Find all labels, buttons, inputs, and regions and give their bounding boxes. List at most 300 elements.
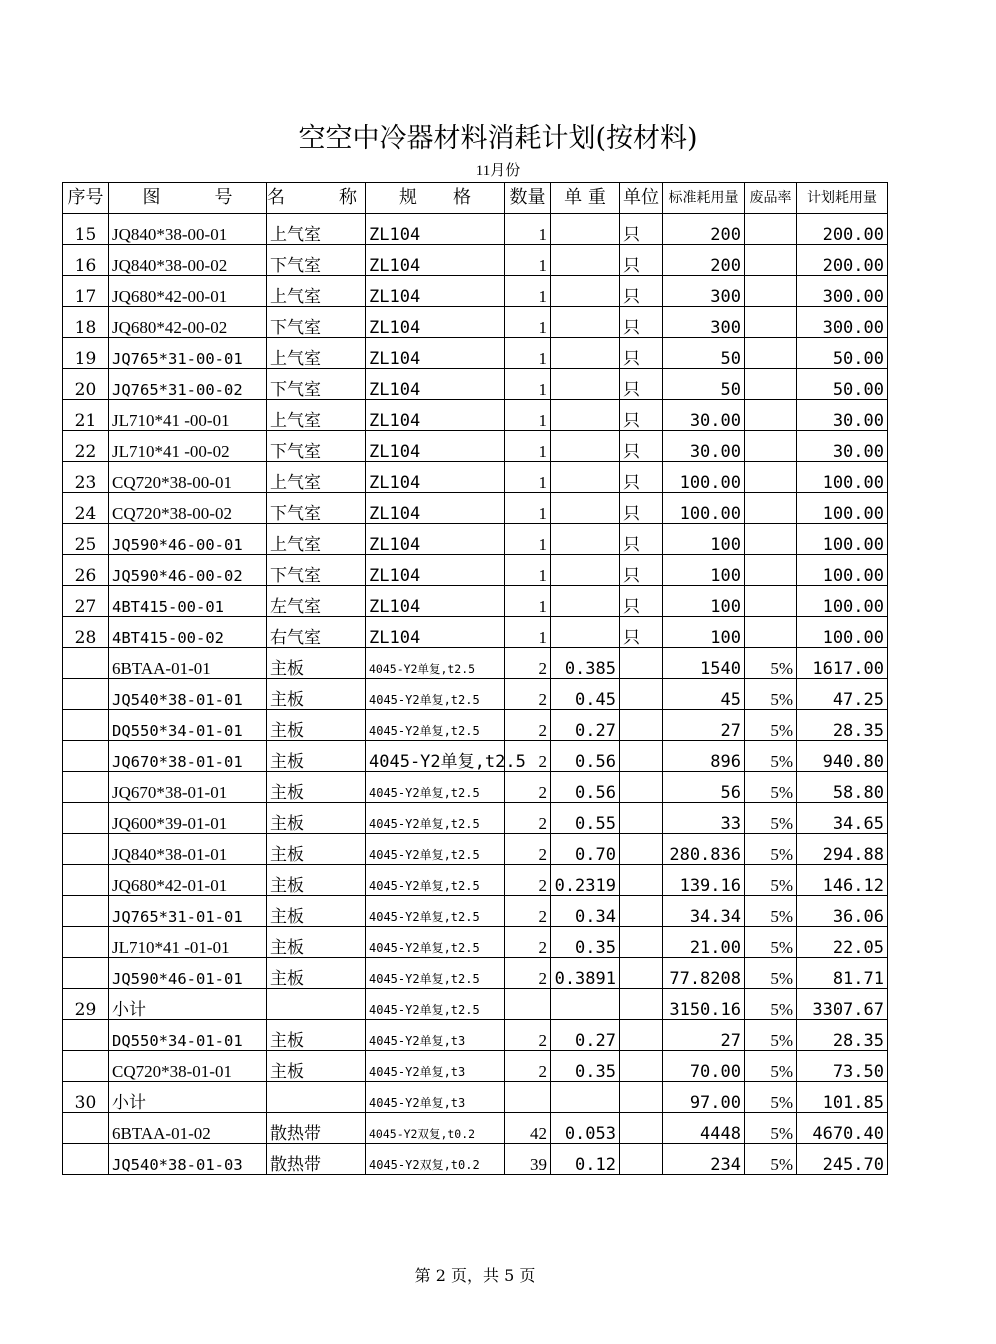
cell-std-usage: 50: [663, 338, 745, 369]
cell-unit: 只: [620, 586, 663, 617]
cell-drawing-no: JQ590*46-00-02: [109, 555, 267, 586]
cell-unit-weight: [551, 400, 620, 431]
cell-unit: 只: [620, 400, 663, 431]
cell-name: 上气室: [267, 214, 366, 245]
cell-unit: 只: [620, 369, 663, 400]
page-footer: 第 2 页，共 5 页: [414, 1266, 536, 1285]
cell-scrap-rate: 5%: [745, 1051, 797, 1082]
cell-name: 主板: [267, 896, 366, 927]
cell-qty: 2: [505, 803, 551, 834]
cell-scrap-rate: [745, 586, 797, 617]
cell-qty: 1: [505, 338, 551, 369]
cell-unit-weight: 0.56: [551, 772, 620, 803]
header-unit: 单位: [620, 183, 663, 214]
cell-std-usage: 100.00: [663, 493, 745, 524]
cell-unit: [620, 1051, 663, 1082]
cell-index: 28: [63, 617, 109, 648]
cell-scrap-rate: 5%: [745, 1113, 797, 1144]
header-std: 标准耗用量: [663, 183, 745, 214]
cell-qty: 2: [505, 679, 551, 710]
cell-plan-usage: 940.80: [797, 741, 888, 772]
cell-drawing-no: CQ720*38-00-02: [109, 493, 267, 524]
cell-scrap-rate: 5%: [745, 927, 797, 958]
cell-drawing-no: JQ765*31-00-02: [109, 369, 267, 400]
cell-unit-weight: 0.70: [551, 834, 620, 865]
cell-spec: 4045-Y2单复,t3: [366, 1082, 505, 1113]
header-qty: 数量: [505, 183, 551, 214]
cell-drawing-no: JQ680*42-00-01: [109, 276, 267, 307]
table-row: [63, 400, 888, 431]
cell-drawing-no: 6BTAA-01-01: [109, 648, 267, 679]
cell-drawing-no: JQ590*46-01-01: [109, 958, 267, 989]
cell-name: 左气室: [267, 586, 366, 617]
cell-name: 上气室: [267, 462, 366, 493]
cell-unit-weight: [551, 307, 620, 338]
cell-index: 20: [63, 369, 109, 400]
header-scrap: 废品率: [745, 183, 797, 214]
cell-plan-usage: 1617.00: [797, 648, 888, 679]
cell-name: 散热带: [267, 1144, 366, 1175]
cell-name: 下气室: [267, 431, 366, 462]
cell-drawing-no: JQ840*38-01-01: [109, 834, 267, 865]
cell-spec: 4045-Y2单复,t2.5: [366, 834, 505, 865]
cell-scrap-rate: [745, 307, 797, 338]
cell-drawing-no: DQ550*34-01-01: [109, 710, 267, 741]
cell-spec: ZL104: [366, 276, 505, 307]
cell-spec: ZL104: [366, 617, 505, 648]
cell-spec: 4045-Y2单复,t2.5: [366, 865, 505, 896]
cell-drawing-no: DQ550*34-01-01: [109, 1020, 267, 1051]
cell-scrap-rate: 5%: [745, 772, 797, 803]
cell-qty: 2: [505, 1051, 551, 1082]
cell-std-usage: 45: [663, 679, 745, 710]
cell-index: 30: [63, 1082, 109, 1113]
cell-unit: [620, 958, 663, 989]
table-row: [63, 1082, 888, 1113]
cell-plan-usage: 146.12: [797, 865, 888, 896]
cell-unit-weight: [551, 586, 620, 617]
table-row: [63, 772, 888, 803]
cell-unit: [620, 927, 663, 958]
cell-std-usage: 77.8208: [663, 958, 745, 989]
cell-std-usage: 50: [663, 369, 745, 400]
cell-unit: 只: [620, 617, 663, 648]
cell-drawing-no: JL710*41 -01-01: [109, 927, 267, 958]
cell-index: 23: [63, 462, 109, 493]
cell-drawing-no: CQ720*38-01-01: [109, 1051, 267, 1082]
cell-scrap-rate: 5%: [745, 958, 797, 989]
cell-unit: 只: [620, 307, 663, 338]
cell-qty: 2: [505, 896, 551, 927]
cell-name: 下气室: [267, 369, 366, 400]
cell-std-usage: 27: [663, 710, 745, 741]
cell-name: 下气室: [267, 307, 366, 338]
cell-unit-weight: 0.053: [551, 1113, 620, 1144]
cell-unit-weight: 0.385: [551, 648, 620, 679]
cell-unit-weight: 0.35: [551, 1051, 620, 1082]
cell-unit-weight: 0.56: [551, 741, 620, 772]
cell-drawing-no: JQ840*38-00-02: [109, 245, 267, 276]
cell-scrap-rate: [745, 555, 797, 586]
table-header-row: [63, 183, 888, 214]
cell-unit: [620, 803, 663, 834]
cell-std-usage: 34.34: [663, 896, 745, 927]
table-row: [63, 462, 888, 493]
cell-plan-usage: 100.00: [797, 617, 888, 648]
cell-index: [63, 1113, 109, 1144]
cell-spec: ZL104: [366, 369, 505, 400]
cell-drawing-no: JL710*41 -00-01: [109, 400, 267, 431]
cell-qty: 42: [505, 1113, 551, 1144]
cell-scrap-rate: [745, 276, 797, 307]
cell-plan-usage: 4670.40: [797, 1113, 888, 1144]
cell-scrap-rate: [745, 214, 797, 245]
cell-index: [63, 1144, 109, 1175]
cell-qty: 2: [505, 927, 551, 958]
cell-spec: ZL104: [366, 400, 505, 431]
page-subtitle: 11月份: [475, 163, 521, 179]
cell-qty: 1: [505, 400, 551, 431]
cell-scrap-rate: 5%: [745, 1144, 797, 1175]
cell-name: [267, 1082, 366, 1113]
table-row: [63, 741, 888, 772]
cell-unit-weight: 0.3891: [551, 958, 620, 989]
table-row: [63, 865, 888, 896]
cell-drawing-no: 4BT415-00-02: [109, 617, 267, 648]
cell-qty: 1: [505, 369, 551, 400]
cell-unit-weight: [551, 431, 620, 462]
cell-spec: 4045-Y2单复,t2.5: [366, 958, 505, 989]
cell-unit: [620, 896, 663, 927]
cell-drawing-no: JQ540*38-01-01: [109, 679, 267, 710]
cell-drawing-no: JQ540*38-01-03: [109, 1144, 267, 1175]
cell-std-usage: 200: [663, 245, 745, 276]
cell-unit: [620, 1020, 663, 1051]
cell-name: 上气室: [267, 400, 366, 431]
cell-plan-usage: 73.50: [797, 1051, 888, 1082]
cell-drawing-no: JQ680*42-00-02: [109, 307, 267, 338]
cell-plan-usage: 50.00: [797, 338, 888, 369]
cell-drawing-no: JQ590*46-00-01: [109, 524, 267, 555]
cell-name: 主板: [267, 1020, 366, 1051]
table-row: [63, 276, 888, 307]
cell-unit-weight: [551, 338, 620, 369]
cell-unit-weight: [551, 245, 620, 276]
cell-qty: 1: [505, 617, 551, 648]
cell-unit: 只: [620, 555, 663, 586]
table-row: [63, 896, 888, 927]
cell-spec: 4045-Y2单复,t2.5: [366, 648, 505, 679]
table-row: [63, 307, 888, 338]
cell-std-usage: 21.00: [663, 927, 745, 958]
cell-drawing-no: JL710*41 -00-02: [109, 431, 267, 462]
cell-std-usage: 300: [663, 307, 745, 338]
table-row: [63, 338, 888, 369]
cell-std-usage: 896: [663, 741, 745, 772]
cell-unit-weight: 0.12: [551, 1144, 620, 1175]
cell-unit: [620, 772, 663, 803]
cell-std-usage: 200: [663, 214, 745, 245]
cell-qty: 1: [505, 493, 551, 524]
cell-plan-usage: 200.00: [797, 245, 888, 276]
cell-unit: 只: [620, 245, 663, 276]
cell-spec: 4045-Y2单复,t2.5: [366, 989, 505, 1020]
cell-plan-usage: 36.06: [797, 896, 888, 927]
cell-unit: [620, 710, 663, 741]
cell-qty: 1: [505, 245, 551, 276]
cell-qty: 2: [505, 958, 551, 989]
cell-unit: [620, 1144, 663, 1175]
cell-name: 主板: [267, 834, 366, 865]
cell-qty: 2: [505, 1020, 551, 1051]
cell-qty: 1: [505, 555, 551, 586]
cell-spec: 4045-Y2单复,t2.5: [366, 741, 505, 772]
cell-index: [63, 648, 109, 679]
cell-scrap-rate: [745, 462, 797, 493]
cell-std-usage: 100.00: [663, 462, 745, 493]
cell-index: [63, 803, 109, 834]
cell-index: [63, 1020, 109, 1051]
cell-std-usage: 139.16: [663, 865, 745, 896]
cell-plan-usage: 30.00: [797, 400, 888, 431]
cell-plan-usage: 100.00: [797, 555, 888, 586]
cell-spec: ZL104: [366, 338, 505, 369]
cell-qty: 2: [505, 772, 551, 803]
cell-qty: 2: [505, 710, 551, 741]
cell-spec: ZL104: [366, 586, 505, 617]
cell-unit-weight: 0.27: [551, 710, 620, 741]
cell-drawing-no: 小计: [109, 1082, 267, 1113]
table-row: [63, 431, 888, 462]
cell-unit: [620, 741, 663, 772]
table-row: [63, 679, 888, 710]
cell-scrap-rate: [745, 524, 797, 555]
cell-index: 27: [63, 586, 109, 617]
cell-spec: ZL104: [366, 524, 505, 555]
cell-name: 下气室: [267, 493, 366, 524]
cell-drawing-no: JQ765*31-01-01: [109, 896, 267, 927]
table-row: [63, 555, 888, 586]
cell-index: [63, 958, 109, 989]
cell-unit: [620, 679, 663, 710]
header-name: 名 称: [267, 183, 366, 214]
cell-index: 24: [63, 493, 109, 524]
cell-std-usage: 97.00: [663, 1082, 745, 1113]
cell-spec: 4045-Y2单复,t2.5: [366, 710, 505, 741]
cell-unit: 只: [620, 276, 663, 307]
table-row: [63, 803, 888, 834]
cell-spec: ZL104: [366, 307, 505, 338]
cell-index: [63, 772, 109, 803]
cell-index: [63, 865, 109, 896]
cell-unit-weight: [551, 989, 620, 1020]
cell-std-usage: 1540: [663, 648, 745, 679]
cell-plan-usage: 34.65: [797, 803, 888, 834]
cell-unit: 只: [620, 431, 663, 462]
cell-std-usage: 4448: [663, 1113, 745, 1144]
cell-qty: 2: [505, 865, 551, 896]
cell-spec: ZL104: [366, 555, 505, 586]
cell-scrap-rate: 5%: [745, 834, 797, 865]
header-spec: 规 格: [366, 183, 505, 214]
cell-name: 主板: [267, 1051, 366, 1082]
cell-plan-usage: 200.00: [797, 214, 888, 245]
cell-drawing-no: 4BT415-00-01: [109, 586, 267, 617]
table-row: [63, 958, 888, 989]
cell-qty: [505, 989, 551, 1020]
table-row: [63, 617, 888, 648]
table-row: [63, 989, 888, 1020]
cell-unit: [620, 648, 663, 679]
cell-unit-weight: 0.45: [551, 679, 620, 710]
cell-name: 主板: [267, 958, 366, 989]
table-row: [63, 1144, 888, 1175]
cell-scrap-rate: 5%: [745, 989, 797, 1020]
cell-name: 散热带: [267, 1113, 366, 1144]
cell-scrap-rate: [745, 493, 797, 524]
page-title: 空空中冷器材料消耗计划(按材料): [298, 123, 698, 154]
cell-qty: 1: [505, 462, 551, 493]
cell-name: 右气室: [267, 617, 366, 648]
cell-index: [63, 679, 109, 710]
cell-scrap-rate: 5%: [745, 679, 797, 710]
cell-scrap-rate: [745, 245, 797, 276]
cell-spec: 4045-Y2单复,t3: [366, 1051, 505, 1082]
cell-plan-usage: 101.85: [797, 1082, 888, 1113]
table-row: [63, 214, 888, 245]
cell-plan-usage: 47.25: [797, 679, 888, 710]
cell-scrap-rate: 5%: [745, 803, 797, 834]
cell-index: [63, 927, 109, 958]
cell-spec: 4045-Y2单复,t2.5: [366, 896, 505, 927]
cell-unit-weight: [551, 369, 620, 400]
cell-scrap-rate: 5%: [745, 648, 797, 679]
cell-plan-usage: 300.00: [797, 307, 888, 338]
cell-qty: 1: [505, 586, 551, 617]
cell-unit: [620, 834, 663, 865]
cell-unit: 只: [620, 214, 663, 245]
cell-std-usage: 300: [663, 276, 745, 307]
cell-std-usage: 280.836: [663, 834, 745, 865]
cell-index: 16: [63, 245, 109, 276]
cell-scrap-rate: [745, 431, 797, 462]
cell-unit: [620, 989, 663, 1020]
cell-name: [267, 989, 366, 1020]
cell-plan-usage: 294.88: [797, 834, 888, 865]
cell-qty: 2: [505, 741, 551, 772]
cell-spec: ZL104: [366, 245, 505, 276]
cell-plan-usage: 245.70: [797, 1144, 888, 1175]
table-row: [63, 1113, 888, 1144]
cell-drawing-no: JQ765*31-00-01: [109, 338, 267, 369]
cell-name: 主板: [267, 772, 366, 803]
cell-name: 上气室: [267, 276, 366, 307]
cell-scrap-rate: 5%: [745, 1082, 797, 1113]
cell-spec: 4045-Y2单复,t2.5: [366, 803, 505, 834]
cell-unit: 只: [620, 462, 663, 493]
cell-index: 25: [63, 524, 109, 555]
table-row: [63, 524, 888, 555]
cell-scrap-rate: [745, 338, 797, 369]
cell-std-usage: 234: [663, 1144, 745, 1175]
cell-drawing-no: JQ670*38-01-01: [109, 741, 267, 772]
cell-scrap-rate: 5%: [745, 741, 797, 772]
cell-unit-weight: [551, 524, 620, 555]
cell-scrap-rate: [745, 369, 797, 400]
cell-plan-usage: 28.35: [797, 710, 888, 741]
table-row: [63, 369, 888, 400]
cell-spec: ZL104: [366, 431, 505, 462]
cell-index: [63, 1051, 109, 1082]
cell-plan-usage: 100.00: [797, 586, 888, 617]
cell-unit-weight: 0.2319: [551, 865, 620, 896]
cell-index: 21: [63, 400, 109, 431]
header-weight: 单 重: [551, 183, 620, 214]
cell-qty: 2: [505, 834, 551, 865]
table-row: [63, 493, 888, 524]
cell-name: 主板: [267, 679, 366, 710]
cell-spec: ZL104: [366, 462, 505, 493]
cell-unit-weight: [551, 493, 620, 524]
cell-index: [63, 896, 109, 927]
table-row: [63, 245, 888, 276]
cell-unit-weight: [551, 1082, 620, 1113]
cell-name: 主板: [267, 865, 366, 896]
cell-spec: 4045-Y2双复,t0.2: [366, 1113, 505, 1144]
cell-drawing-no: 6BTAA-01-02: [109, 1113, 267, 1144]
cell-plan-usage: 81.71: [797, 958, 888, 989]
cell-scrap-rate: 5%: [745, 710, 797, 741]
cell-index: 26: [63, 555, 109, 586]
cell-drawing-no: JQ600*39-01-01: [109, 803, 267, 834]
cell-drawing-no: 小计: [109, 989, 267, 1020]
cell-drawing-no: CQ720*38-00-01: [109, 462, 267, 493]
cell-qty: 1: [505, 431, 551, 462]
cell-spec: ZL104: [366, 214, 505, 245]
cell-unit: [620, 1082, 663, 1113]
cell-index: 18: [63, 307, 109, 338]
cell-std-usage: 30.00: [663, 400, 745, 431]
cell-plan-usage: 28.35: [797, 1020, 888, 1051]
cell-drawing-no: JQ670*38-01-01: [109, 772, 267, 803]
cell-plan-usage: 30.00: [797, 431, 888, 462]
cell-qty: 2: [505, 648, 551, 679]
material-table: [62, 182, 888, 1175]
cell-index: 29: [63, 989, 109, 1020]
cell-scrap-rate: 5%: [745, 865, 797, 896]
cell-plan-usage: 100.00: [797, 493, 888, 524]
cell-unit-weight: [551, 617, 620, 648]
cell-std-usage: 100: [663, 586, 745, 617]
cell-index: 22: [63, 431, 109, 462]
cell-spec: 4045-Y2单复,t3: [366, 1020, 505, 1051]
cell-plan-usage: 58.80: [797, 772, 888, 803]
cell-name: 主板: [267, 927, 366, 958]
cell-scrap-rate: 5%: [745, 1020, 797, 1051]
cell-index: [63, 834, 109, 865]
cell-qty: 1: [505, 307, 551, 338]
cell-plan-usage: 100.00: [797, 462, 888, 493]
cell-std-usage: 70.00: [663, 1051, 745, 1082]
cell-spec: 4045-Y2单复,t2.5: [366, 679, 505, 710]
cell-unit-weight: [551, 555, 620, 586]
cell-unit: [620, 865, 663, 896]
table-row: [63, 1020, 888, 1051]
cell-unit-weight: [551, 214, 620, 245]
cell-index: 17: [63, 276, 109, 307]
cell-unit: 只: [620, 524, 663, 555]
cell-unit: 只: [620, 493, 663, 524]
